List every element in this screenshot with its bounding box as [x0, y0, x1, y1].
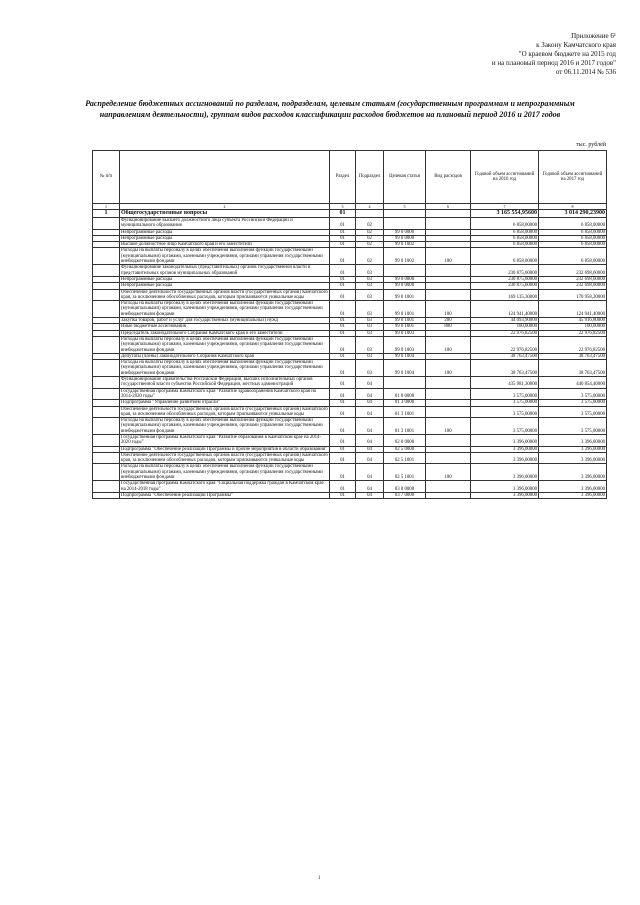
cell-2017: 38 763,47500	[539, 353, 607, 359]
cell-num	[93, 492, 120, 498]
cell-num	[93, 388, 120, 400]
cell-expense-type	[426, 210, 471, 218]
cell-podrazdel: 03	[356, 324, 384, 330]
cell-target-article: 99 0 1003	[384, 336, 426, 353]
table-row	[93, 248, 607, 265]
cell-razdel: 01	[330, 434, 356, 446]
cell-num	[93, 452, 120, 464]
column-number: 4	[356, 204, 384, 210]
cell-name: Государственная программа Камчатского края "Развитие образования в Камчатском крае на 2014-2020 годы"	[120, 434, 330, 446]
cell-2017: 45 916,80000	[539, 318, 607, 324]
cell-2017: 22 976,82500	[539, 330, 607, 336]
cell-name: Государственная программа Камчатского края "Социальная поддержка граждан в Камчатском крае на 2014-2018 годы"	[120, 481, 330, 493]
column-number: 2	[120, 204, 330, 210]
cell-razdel: 01	[330, 218, 356, 230]
cell-2016: 3 165 554,95600	[471, 210, 539, 218]
cell-name: Непрограммные расходы	[120, 276, 330, 282]
cell-num	[93, 360, 120, 377]
cell-2017: 440 854,40000	[539, 377, 607, 389]
cell-target-article: 99 0 1004	[384, 360, 426, 377]
cell-name: Председатель Законодательного Собрания Камчатского края и его заместители	[120, 330, 330, 336]
table-row	[93, 388, 607, 400]
cell-2017: 3 575,00000	[539, 400, 607, 406]
cell-name: Подпрограмма "Обеспечение реализации Программы и прочие мероприятия в области образования"	[120, 446, 330, 452]
cell-expense-type	[426, 452, 471, 464]
cell-podrazdel: 04	[356, 481, 384, 493]
cell-name: Расходы на выплаты персоналу в целях обеспечения выполнения функций государственными (муниципальными) органами, казенными учреждениями, органами управления государственными внебюджетными фондами	[120, 301, 330, 318]
table-row	[93, 301, 607, 318]
cell-razdel: 01	[330, 418, 356, 435]
cell-podrazdel: 04	[356, 418, 384, 435]
cell-2016: 100,00000	[471, 324, 539, 330]
header-num: № п/п	[93, 151, 120, 204]
cell-razdel: 01	[330, 330, 356, 336]
cell-2017: 3 396,00000	[539, 464, 607, 481]
cell-podrazdel: 04	[356, 377, 384, 389]
cell-name: Высшее должностное лицо Камчатского края и его заместители	[120, 242, 330, 248]
cell-expense-type: 100	[426, 248, 471, 265]
cell-2017: 100,00000	[539, 324, 607, 330]
cell-target-article	[384, 265, 426, 277]
cell-target-article: 99 0 1001	[384, 318, 426, 324]
cell-2016: 435 981,30000	[471, 377, 539, 389]
cell-target-article: 01 0 0000	[384, 388, 426, 400]
cell-2016: 169 135,30000	[471, 289, 539, 301]
cell-num	[93, 434, 120, 446]
table-row	[93, 289, 607, 301]
cell-podrazdel: 04	[356, 400, 384, 406]
cell-2017: 3 396,00000	[539, 492, 607, 498]
table-row	[93, 452, 607, 464]
cell-name: Расходы на выплаты персоналу в целях обеспечения выполнения функций государственными (муниципальными) органами, казенными учреждениями, органами управления государственными внебюджетными фондами	[120, 336, 330, 353]
header-2017: Годовой объем ассигнований на 2017 год	[539, 151, 607, 204]
cell-2016: 3 396,00000	[471, 434, 539, 446]
cell-expense-type: 800	[426, 324, 471, 330]
cell-target-article	[384, 377, 426, 389]
table-row	[93, 406, 607, 418]
cell-2016: 230 875,60000	[471, 276, 539, 282]
cell-2016: 3 396,00000	[471, 481, 539, 493]
cell-2016: 3 575,00000	[471, 388, 539, 400]
cell-podrazdel: 03	[356, 360, 384, 377]
column-number: 8	[539, 204, 607, 210]
cell-razdel: 01	[330, 229, 356, 235]
appendix-line: Приложение 6¹	[571, 32, 616, 40]
appendix-reference	[356, 32, 616, 77]
cell-target-article: 02 5 1001	[384, 464, 426, 481]
cell-podrazdel: 03	[356, 353, 384, 359]
cell-name: Расходы на выплаты персоналу в целях обеспечения выполнения функций государственными (муниципальными) органами, казенными учреждениями, органами управления государственными внебюджетными фондами	[120, 464, 330, 481]
cell-2017: 232 698,60000	[539, 265, 607, 277]
header-name	[120, 151, 330, 204]
cell-name: Иные бюджетные ассигнования	[120, 324, 330, 330]
cell-expense-type: 100	[426, 418, 471, 435]
cell-name: Обеспечение деятельности государственных органов власти (государственных органов) Камчатского края, за исключением обособленных расходов, которым присваиваются уникальные коды	[121, 452, 328, 464]
cell-2016: 38 763,47500	[471, 353, 539, 359]
table-row	[93, 377, 607, 389]
cell-2016: 38 763,47500	[471, 360, 539, 377]
cell-expense-type: 100	[426, 301, 471, 318]
cell-name: Функционирование Правительства Российской Федерации, высших исполнительных органов государственной власти субъектов Российской Федерации, местных администраций	[120, 377, 330, 389]
cell-podrazdel: 02	[356, 229, 384, 235]
cell-2017: 6 858,00000	[539, 235, 607, 241]
appendix-line: и на плановый период 2016 и 2017 годов"	[491, 59, 616, 67]
cell-target-article	[384, 210, 426, 218]
cell-target-article: 99 0 0000	[384, 229, 426, 235]
table-row	[93, 418, 607, 435]
column-number: 6	[426, 204, 471, 210]
table-header-row	[93, 151, 607, 204]
cell-razdel: 01	[330, 336, 356, 353]
cell-razdel: 01	[330, 388, 356, 400]
cell-name: Расходы на выплаты персоналу в целях обеспечения выполнения функций государственными (муниципальными) органами, казенными учреждениями, органами управления государственными внебюджетными фондами	[120, 418, 330, 435]
cell-num	[93, 218, 120, 230]
cell-razdel: 01	[330, 400, 356, 406]
document-title: Распределение бюджетных ассигнований по разделам, подразделам, целевым статьям (государственным программам и непрограммным направлениям деятельности), группам видов расходов классификации расходов бюджетов на плановый период 2016 и 2017 годов	[85, 99, 575, 119]
header-razdel: Раздел	[330, 151, 356, 204]
cell-2017: 3 396,00000	[539, 481, 607, 493]
cell-target-article: 03 0 0000	[384, 481, 426, 493]
cell-razdel: 01	[330, 283, 356, 289]
cell-name: Расходы на выплаты персоналу в целях обеспечения выполнения функций государственными (муниципальными) органами, казенными учреждениями, органами управления государственными внебюджетными фондами	[120, 248, 330, 265]
cell-expense-type: 100	[426, 336, 471, 353]
cell-2017: 232 698,60000	[539, 276, 607, 282]
table-row	[93, 360, 607, 377]
cell-razdel: 01	[330, 248, 356, 265]
cell-expense-type	[426, 377, 471, 389]
table-row	[93, 481, 607, 493]
units-label: тыс. рублей	[576, 142, 606, 148]
table-row	[93, 265, 607, 277]
cell-target-article	[384, 218, 426, 230]
cell-name: Общегосударственные вопросы	[120, 210, 330, 218]
cell-podrazdel: 03	[356, 318, 384, 324]
cell-2016: 3 396,00000	[471, 452, 539, 464]
cell-podrazdel: 04	[356, 464, 384, 481]
cell-razdel: 01	[330, 446, 356, 452]
column-number: 7	[471, 204, 539, 210]
header-target-article: Целевая статья	[384, 151, 426, 204]
cell-2017: 3 575,00000	[539, 418, 607, 435]
cell-target-article: 99 0 1001	[384, 289, 426, 301]
cell-2017: 124 941,40000	[539, 301, 607, 318]
cell-target-article: 02 5 1001	[384, 452, 426, 464]
cell-podrazdel: 04	[356, 492, 384, 498]
cell-2016: 6 858,00000	[471, 248, 539, 265]
cell-razdel: 01	[330, 452, 356, 464]
column-number: 1	[93, 204, 120, 210]
cell-2016: 3 396,00000	[471, 492, 539, 498]
cell-2017: 3 575,00000	[539, 406, 607, 418]
table-row	[93, 464, 607, 481]
cell-podrazdel: 03	[356, 330, 384, 336]
cell-name: Функционирование высшего должностного лица субъекта Российской Федерации и муниципального образования	[120, 218, 330, 230]
cell-expense-type	[426, 289, 471, 301]
budget-table	[92, 150, 607, 499]
cell-podrazdel: 04	[356, 446, 384, 452]
cell-razdel: 01	[330, 318, 356, 324]
cell-razdel: 01	[330, 324, 356, 330]
cell-target-article: 02 0 0000	[384, 434, 426, 446]
cell-podrazdel: 03	[356, 289, 384, 301]
cell-podrazdel: 03	[356, 276, 384, 282]
cell-2017: 22 976,82500	[539, 336, 607, 353]
column-number: 5	[384, 204, 426, 210]
cell-podrazdel: 02	[356, 218, 384, 230]
cell-razdel: 01	[330, 406, 356, 418]
cell-name: Обеспечение деятельности государственных органов власти (государственных органов) Камчатского края, за исключением обособленных расходов, которым присваиваются уникальные коды	[121, 406, 328, 417]
cell-2016: 44 093,90000	[471, 318, 539, 324]
cell-name: Обеспечение деятельности государственных органов власти (государственных органов) Камчатского края, за исключением обособленных расходов, которым присваиваются уникальные коды	[121, 289, 328, 300]
cell-num	[93, 301, 120, 318]
header-2016: Годовой объем ассигнований на 2016 год	[471, 151, 539, 204]
cell-target-article: 99 0 0000	[384, 283, 426, 289]
cell-2016: 6 858,00000	[471, 242, 539, 248]
cell-num	[93, 248, 120, 265]
cell-expense-type: 100	[426, 464, 471, 481]
cell-2016: 22 976,82500	[471, 330, 539, 336]
cell-podrazdel: 04	[356, 406, 384, 418]
cell-2016: 3 575,00000	[471, 400, 539, 406]
cell-num	[93, 336, 120, 353]
cell-razdel: 01	[330, 265, 356, 277]
cell-razdel: 01	[330, 377, 356, 389]
header-expense-type: Вид расходов	[426, 151, 471, 204]
cell-target-article: 01 3 0000	[384, 400, 426, 406]
cell-num	[93, 265, 120, 277]
cell-target-article: 99 0 1001	[384, 324, 426, 330]
cell-target-article: 99 0 1001	[384, 301, 426, 318]
cell-podrazdel: 04	[356, 434, 384, 446]
cell-expense-type: 200	[426, 318, 471, 324]
cell-target-article: 99 0 0000	[384, 276, 426, 282]
table-row	[93, 492, 607, 498]
cell-target-article: 99 0 0000	[384, 235, 426, 241]
cell-expense-type	[426, 434, 471, 446]
cell-2016: 3 396,00000	[471, 464, 539, 481]
cell-expense-type: 100	[426, 360, 471, 377]
cell-expense-type	[426, 218, 471, 230]
cell-2017: 6 858,00000	[539, 242, 607, 248]
cell-target-article: 99 0 1002	[384, 248, 426, 265]
cell-podrazdel: 02	[356, 248, 384, 265]
cell-razdel: 01	[330, 301, 356, 318]
cell-name: Закупка товаров, работ и услуг для государственных (муниципальных) нужд	[120, 318, 330, 324]
cell-2017: 6 858,00000	[539, 229, 607, 235]
cell-2016: 6 858,00000	[471, 235, 539, 241]
cell-2017: 38 763,47500	[539, 360, 607, 377]
cell-2016: 124 941,40000	[471, 301, 539, 318]
cell-expense-type	[426, 492, 471, 498]
cell-name: Подпрограмма "Управление развитием отрасли"	[120, 400, 330, 406]
cell-podrazdel: 02	[356, 235, 384, 241]
cell-2017: 6 858,00000	[539, 218, 607, 230]
page-number: 1	[318, 876, 321, 881]
cell-podrazdel: 04	[356, 388, 384, 400]
cell-razdel: 01	[330, 242, 356, 248]
cell-razdel: 01	[330, 353, 356, 359]
cell-2016: 6 858,00000	[471, 229, 539, 235]
cell-2016: 230 875,60000	[471, 283, 539, 289]
cell-podrazdel: 03	[356, 283, 384, 289]
cell-razdel: 01	[330, 210, 356, 218]
cell-razdel: 01	[330, 235, 356, 241]
cell-razdel: 01	[330, 360, 356, 377]
cell-target-article: 03 7 0000	[384, 492, 426, 498]
cell-num	[93, 418, 120, 435]
cell-name: Государственная программа Камчатского края "Развитие здравоохранения Камчатского края на 2014-2020 годы"	[120, 388, 330, 400]
cell-2017: 3 396,00000	[539, 434, 607, 446]
cell-num: 1	[93, 210, 120, 218]
cell-podrazdel: 03	[356, 336, 384, 353]
cell-2017: 6 858,00000	[539, 248, 607, 265]
cell-num	[93, 481, 120, 493]
cell-name: Подпрограмма "Обеспечение реализации Программы"	[120, 492, 330, 498]
cell-2017: 3 396,00000	[539, 446, 607, 452]
cell-expense-type	[426, 481, 471, 493]
header-podrazdel: Подраздел	[356, 151, 384, 204]
cell-target-article: 99 0 1002	[384, 242, 426, 248]
cell-razdel: 01	[330, 481, 356, 493]
cell-razdel: 01	[330, 464, 356, 481]
cell-2016: 3 396,00000	[471, 446, 539, 452]
cell-razdel: 01	[330, 276, 356, 282]
column-number: 3	[330, 204, 356, 210]
cell-name: Непрограммные расходы	[120, 235, 330, 241]
cell-target-article: 99 0 1003	[384, 330, 426, 336]
cell-podrazdel: 03	[356, 301, 384, 318]
cell-target-article: 01 3 1001	[384, 406, 426, 418]
cell-podrazdel	[356, 210, 384, 218]
table-row	[93, 434, 607, 446]
cell-expense-type	[426, 388, 471, 400]
cell-num	[93, 377, 120, 389]
table-row	[93, 218, 607, 230]
cell-num	[93, 289, 120, 301]
cell-podrazdel: 03	[356, 265, 384, 277]
cell-podrazdel: 02	[356, 242, 384, 248]
cell-2016: 3 575,00000	[471, 418, 539, 435]
table-row	[93, 336, 607, 353]
cell-name: Функционирование законодательных (представительных) органов государственной власти и представительных органов муниципальных образований	[120, 265, 330, 277]
cell-expense-type	[426, 406, 471, 418]
cell-2016: 6 858,00000	[471, 218, 539, 230]
appendix-line: к Закону Камчатского края	[536, 41, 616, 49]
cell-podrazdel: 04	[356, 452, 384, 464]
cell-name: Депутаты (члены) Законодательного Собрания Камчатского края	[120, 353, 330, 359]
cell-name: Непрограммные расходы	[120, 229, 330, 235]
table-row	[93, 210, 607, 218]
cell-num	[93, 464, 120, 481]
cell-target-article: 01 3 1001	[384, 418, 426, 435]
cell-num	[93, 406, 120, 418]
cell-2017: 3 396,00000	[539, 452, 607, 464]
cell-2017: 3 575,00000	[539, 388, 607, 400]
cell-2017: 3 014 290,23900	[539, 210, 607, 218]
cell-2016: 230 875,60000	[471, 265, 539, 277]
cell-2016: 22 976,82500	[471, 336, 539, 353]
appendix-line: "О краевом бюджете на 2015 год	[518, 50, 616, 58]
cell-2017: 170 958,20000	[539, 289, 607, 301]
cell-razdel: 01	[330, 289, 356, 301]
cell-name: Расходы на выплаты персоналу в целях обеспечения выполнения функций государственными (муниципальными) органами, казенными учреждениями, органами управления государственными внебюджетными фондами	[120, 360, 330, 377]
cell-target-article: 99 0 1004	[384, 353, 426, 359]
cell-razdel: 01	[330, 492, 356, 498]
cell-target-article: 02 5 0000	[384, 446, 426, 452]
cell-expense-type	[426, 265, 471, 277]
appendix-line: от 06.11.2014 № 536	[555, 68, 616, 76]
cell-2016: 3 575,00000	[471, 406, 539, 418]
cell-name: Непрограммные расходы	[120, 283, 330, 289]
cell-2017: 232 698,60000	[539, 283, 607, 289]
